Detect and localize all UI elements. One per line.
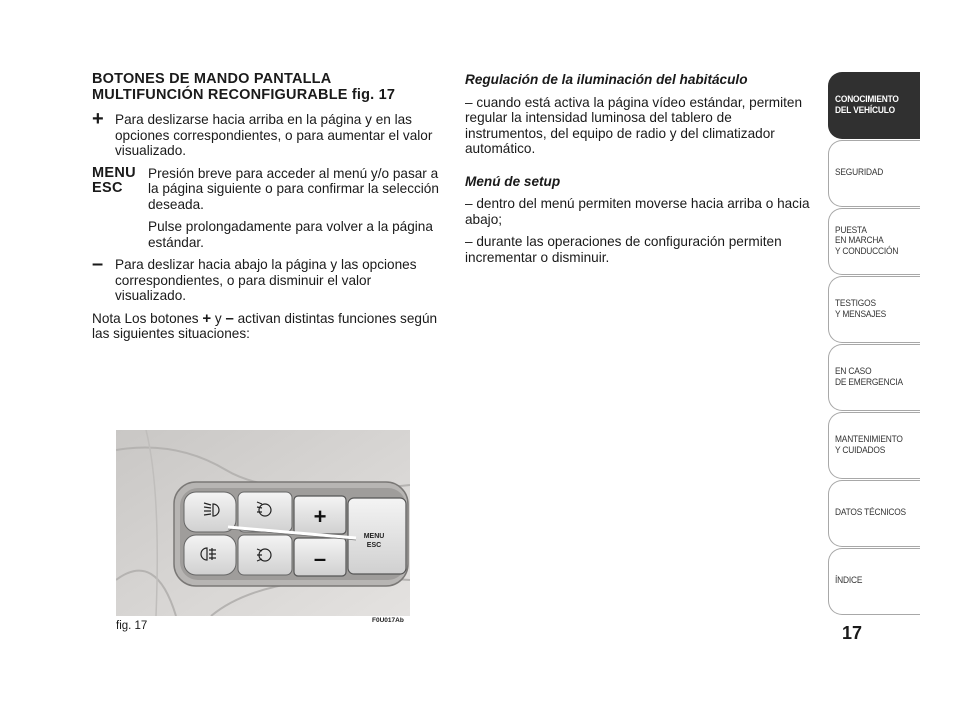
chapter-index-sidebar bbox=[828, 72, 920, 616]
panel-menu-label: MENU bbox=[363, 533, 385, 540]
figure-code: F0U017Ab bbox=[372, 617, 404, 624]
plus-description: Para deslizarse hacia arriba en la página y en las opciones correspondientes, o para aumentar el valor visualizado. bbox=[115, 112, 433, 158]
subtitle-lighting: Regulación de la iluminación del habitáculo bbox=[465, 72, 748, 87]
sidebar-tab-label: PUESTA EN MARCHA Y CONDUCCIÓN bbox=[835, 224, 899, 257]
sidebar-tab-1[interactable] bbox=[828, 140, 920, 207]
sidebar-tab-4[interactable] bbox=[828, 344, 920, 411]
plus-item bbox=[92, 108, 444, 159]
panel-plus-label: + bbox=[313, 504, 327, 529]
sidebar-tab-label: SEGURIDAD bbox=[835, 167, 884, 179]
right-column bbox=[465, 72, 810, 272]
sidebar-tab-0[interactable] bbox=[828, 72, 920, 139]
left-column bbox=[92, 72, 444, 342]
figure-17-illustration bbox=[116, 430, 410, 616]
sidebar-tab-3[interactable] bbox=[828, 276, 920, 343]
sidebar-tab-6[interactable] bbox=[828, 480, 920, 547]
menu-esc-symbol: MENU ESC bbox=[92, 164, 136, 196]
menu-short-press-text: Presión breve para acceder al menú y/o pasar a la página siguiente o para confirmar la selección deseada. bbox=[148, 165, 439, 212]
subtitle-setup: Menú de setup bbox=[465, 173, 561, 189]
lighting-text: – cuando está activa la página vídeo estándar, permiten regular la intensidad luminosa del tablero de instrumentos, del equipo de radio y del climatizador automático. bbox=[465, 94, 803, 156]
menu-long-press-text: Pulse prolongadamente para volver a la página estándar. bbox=[148, 219, 433, 250]
setup-text-1: – dentro del menú permiten moverse hacia arriba o hacia abajo; bbox=[465, 196, 810, 227]
setup-text-2: – durante las operaciones de configuración permiten incrementar o disminuir. bbox=[465, 234, 782, 265]
sidebar-tab-2[interactable] bbox=[828, 208, 920, 275]
section-heading: BOTONES DE MANDO PANTALLA MULTIFUNCIÓN RECONFIGURABLE fig. 17 bbox=[92, 71, 396, 103]
plus-symbol: + bbox=[92, 108, 104, 130]
sidebar-tab-label: ÍNDICE bbox=[835, 575, 863, 587]
figure-caption: fig. 17 bbox=[116, 620, 148, 632]
minus-symbol: – bbox=[92, 253, 104, 275]
sidebar-tab-5[interactable] bbox=[828, 412, 920, 479]
sidebar-tab-7[interactable] bbox=[828, 548, 920, 615]
sidebar-tab-label: DATOS TÉCNICOS bbox=[835, 507, 906, 519]
button-panel-drawing bbox=[116, 430, 410, 616]
menu-esc-item bbox=[92, 166, 444, 251]
minus-description: Para deslizar hacia abajo la página y las opciones correspondientes, o para disminuir el valor visualizado. bbox=[115, 257, 417, 303]
note-paragraph: Nota Los botones + y – activan distintas funciones según las siguientes situaciones: bbox=[92, 309, 438, 341]
sidebar-tab-label: MANTENIMIENTO Y CUIDADOS bbox=[835, 434, 903, 456]
panel-esc-label: ESC bbox=[366, 542, 382, 549]
sidebar-tab-label: CONOCIMIENTO DEL VEHÍCULO bbox=[835, 94, 899, 116]
minus-item bbox=[92, 253, 444, 304]
sidebar-tab-label: TESTIGOS Y MENSAJES bbox=[835, 298, 887, 320]
page-number: 17 bbox=[842, 623, 863, 643]
sidebar-tab-label: EN CASO DE EMERGENCIA bbox=[835, 366, 903, 388]
panel-minus-label: – bbox=[313, 546, 327, 571]
